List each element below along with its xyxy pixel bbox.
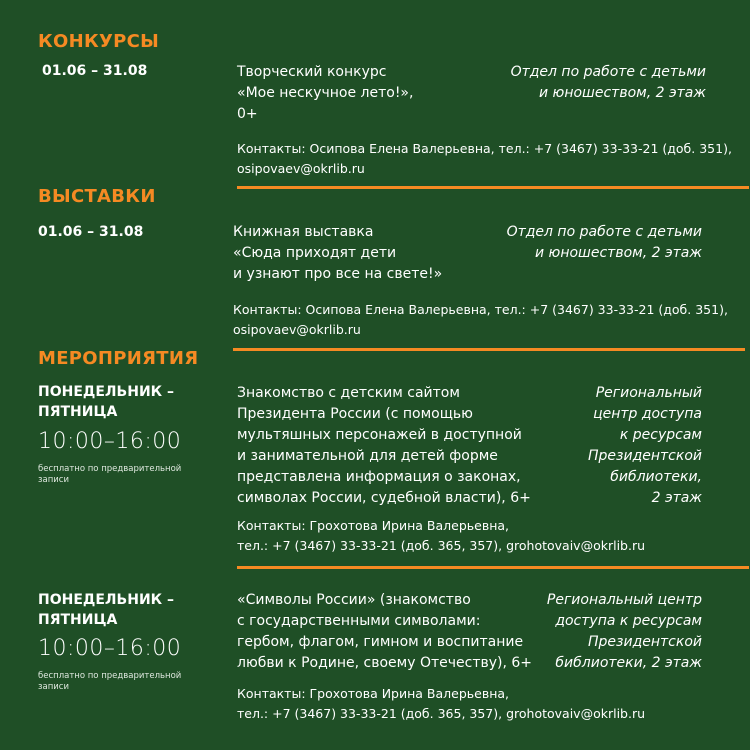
section-title-events: МЕРОПРИЯТИЯ <box>38 348 199 369</box>
contest-date: 01.06 – 31.08 <box>42 63 148 79</box>
event-days: ПОНЕДЕЛЬНИК – ПЯТНИЦА <box>38 384 174 420</box>
event-contacts: Контакты: Грохотова Ирина Валерьевна, тел.: +7 (3467) 33-33-21 (доб. 365, 357), grohotovaiv@okrlib.ru <box>237 518 646 553</box>
divider-line <box>233 348 745 351</box>
exhibition-description: Книжная выставка «Сюда приходят дети и узнают про все на свете!» <box>233 224 443 282</box>
event-description: «Символы России» (знакомство с государственными символами: гербом, флагом, гимном и воспитание любви к Родине, своему Отечеству), 6+ <box>237 592 533 671</box>
event-venue: Региональный центр доступа к ресурсам Президентской библиотеки, 2 этаж <box>546 592 702 671</box>
exhibition-venue: Отдел по работе с детьми и юношеством, 2 этаж <box>506 224 702 261</box>
contest-desc-line: Творческий конкурс <box>237 64 387 80</box>
contest-venue: Отдел по работе с детьми и юношеством, 2 этаж <box>510 64 706 101</box>
event-description: Знакомство с детским сайтом Президента России (с помощью мультяшных персонажей в доступной и занимательной для детей форме представлена информация о законах, символах России, судебной власти), 6+ <box>237 385 531 506</box>
event-note: бесплатно по предварительной записи <box>38 464 182 485</box>
event-venue: Региональный центр доступа к ресурсам Президентской библиотеки, 2 этаж <box>588 385 702 506</box>
event-contacts: Контакты: Грохотова Ирина Валерьевна, тел.: +7 (3467) 33-33-21 (доб. 365, 357), grohotovaiv@okrlib.ru <box>237 686 646 721</box>
contest-desc-line: 0+ <box>237 106 258 122</box>
event-note: бесплатно по предварительной записи <box>38 671 182 692</box>
divider-line <box>237 186 749 189</box>
exhibition-contacts: Контакты: Осипова Елена Валерьевна, тел.: +7 (3467) 33-33-21 (доб. 351), osipovaev@okrlib.ru <box>233 302 728 337</box>
exhibition-date: 01.06 – 31.08 <box>38 224 144 240</box>
event-time: 10:00–16:00 <box>38 429 182 454</box>
event-days: ПОНЕДЕЛЬНИК – ПЯТНИЦА <box>38 592 174 628</box>
event-time: 10:00–16:00 <box>38 636 182 661</box>
contest-desc-line: «Мое нескучное лето!», <box>237 85 414 101</box>
divider-line <box>237 566 749 569</box>
contest-contacts: Контакты: Осипова Елена Валерьевна, тел.: +7 (3467) 33-33-21 (доб. 351), osipovaev@okrlib.ru <box>237 141 732 176</box>
section-title-exhibitions: ВЫСТАВКИ <box>38 186 156 207</box>
section-title-contests: КОНКУРСЫ <box>38 31 160 52</box>
